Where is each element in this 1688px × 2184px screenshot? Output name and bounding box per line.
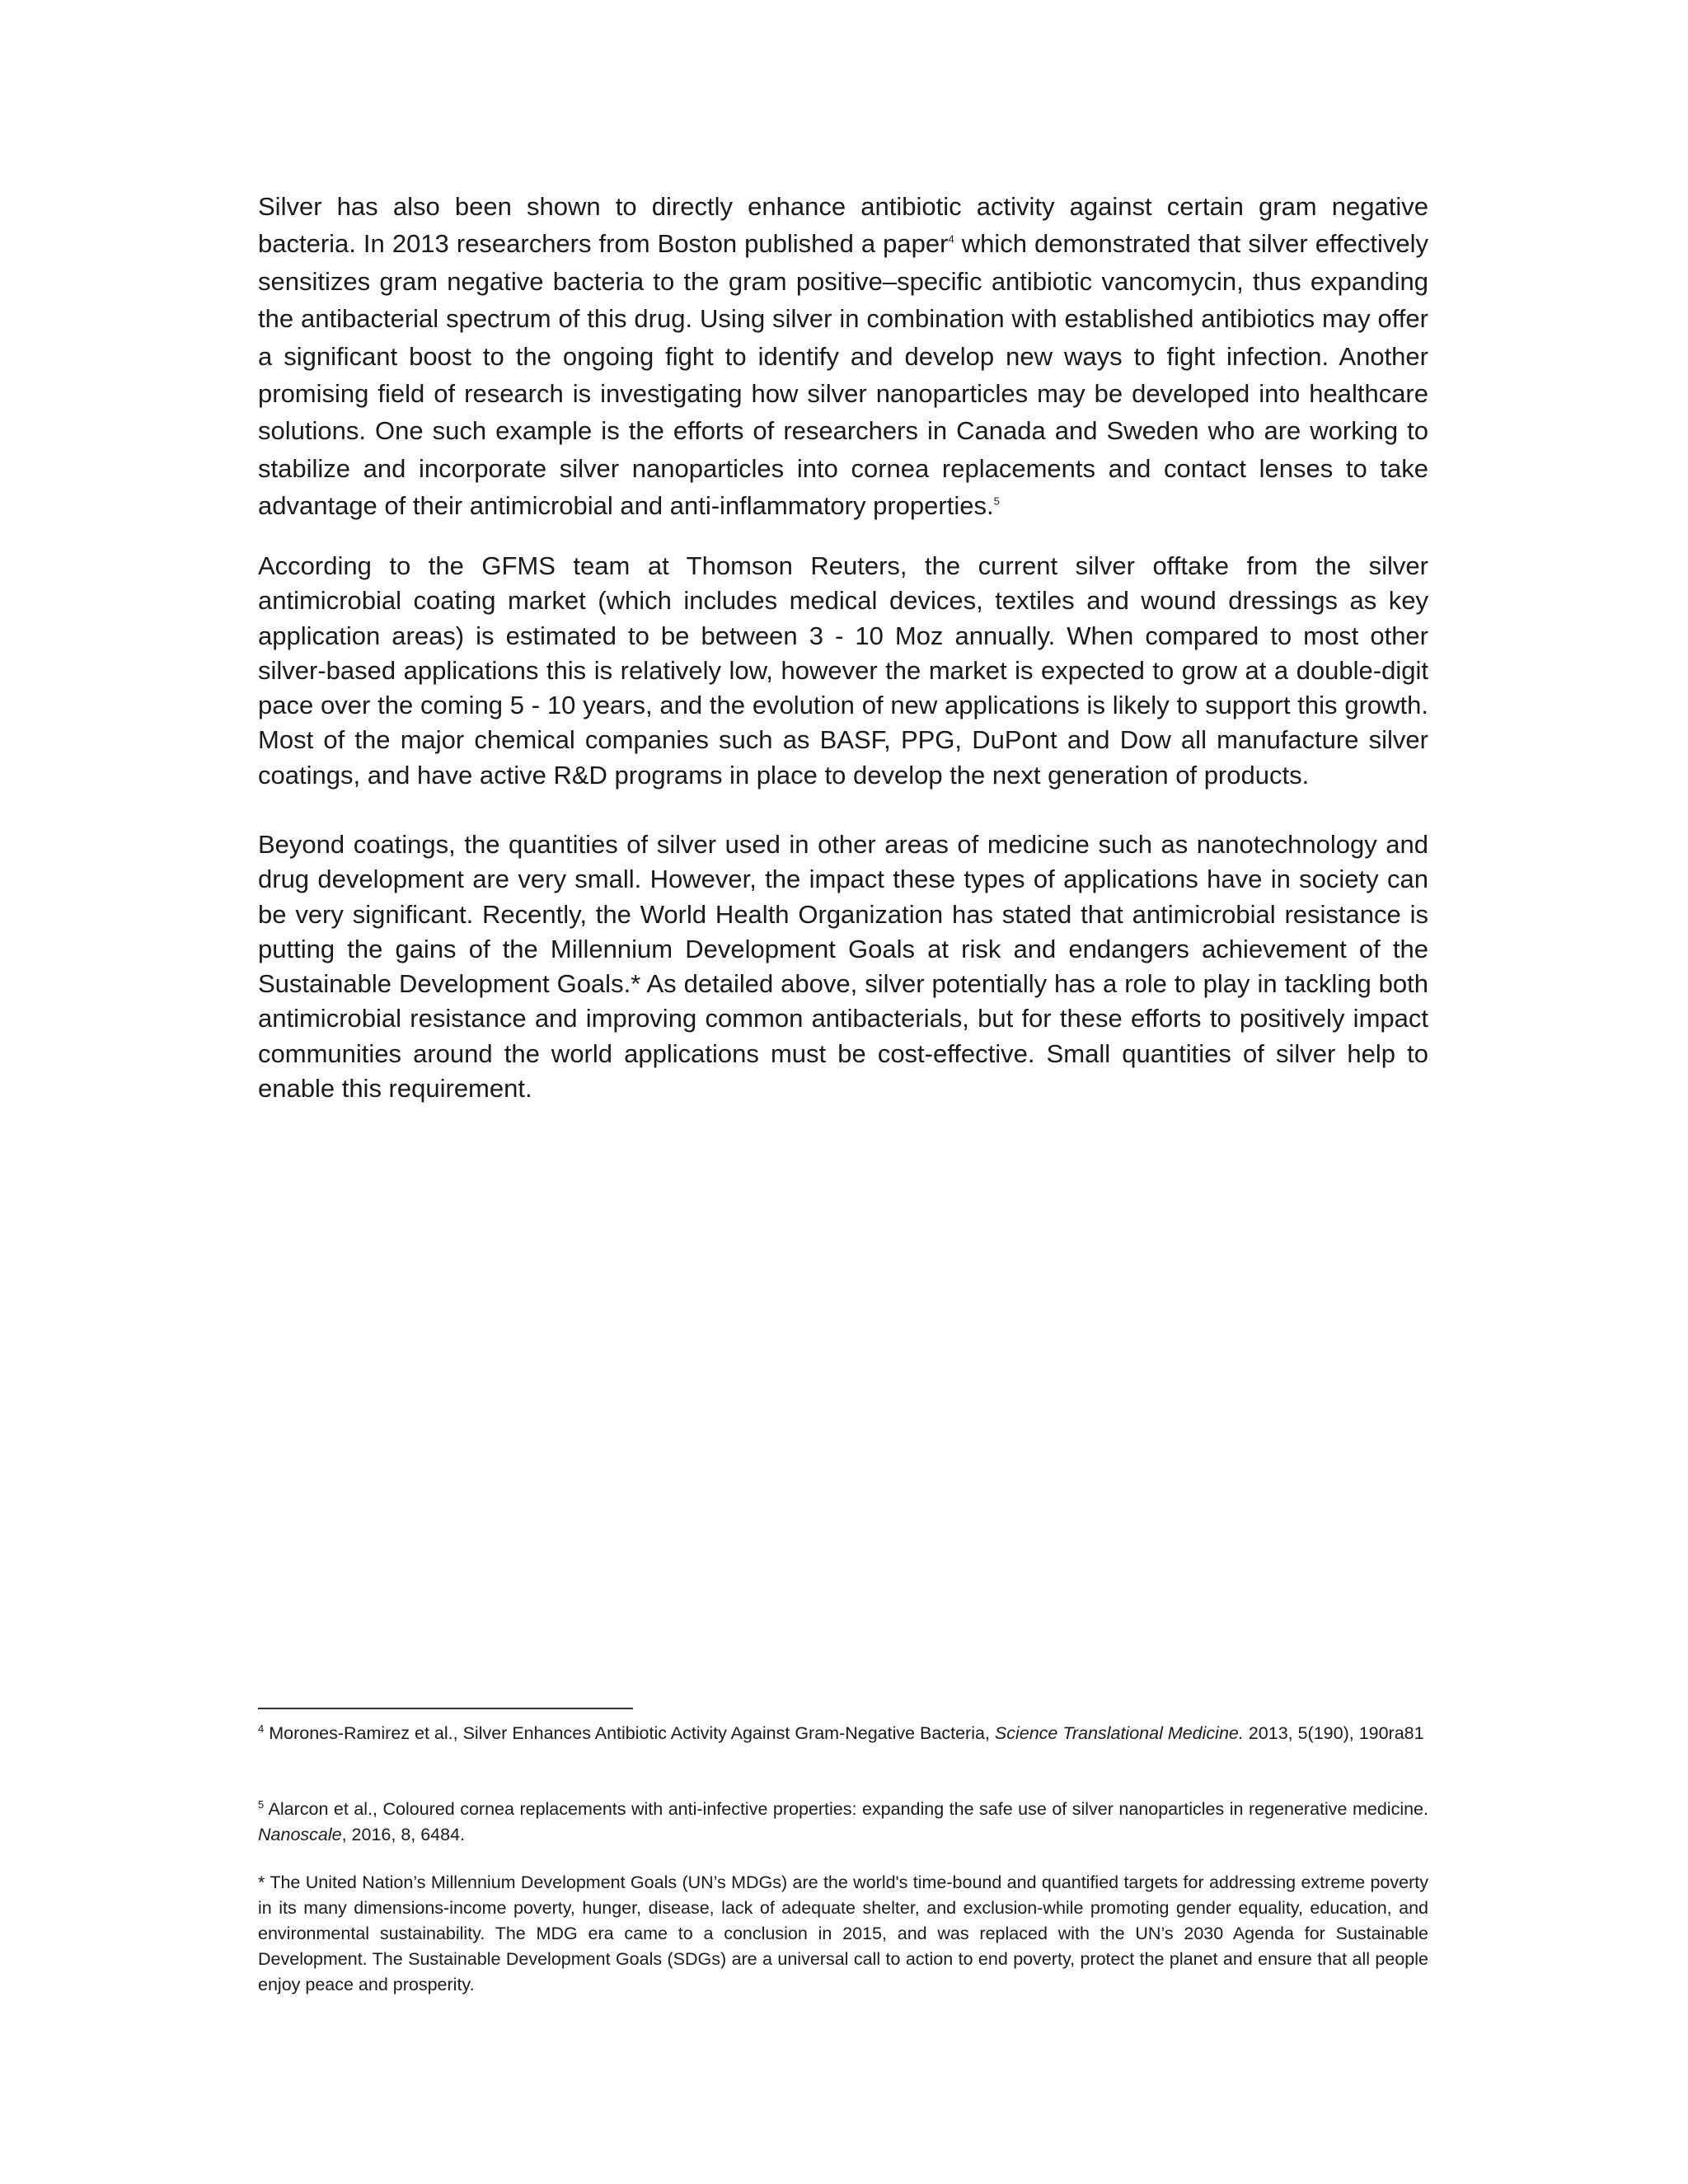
footnote-text: 2013, 5(190), 190ra81 <box>1243 1723 1424 1743</box>
footnote-4 <box>258 1721 1428 1746</box>
footnote-journal: Science Translational Medicine. <box>994 1723 1244 1743</box>
footnote-text: Alarcon et al., Coloured cornea replacements with anti-infective properties: expanding the safe use of silver nanoparticles in regenerative medicine. <box>264 1799 1428 1819</box>
paragraph-silver-antibiotic <box>258 188 1428 525</box>
footnote-divider <box>258 1708 633 1709</box>
footnote-mark: 5 <box>258 1797 265 1811</box>
paragraph-text: Silver has also been shown to directly enhance antibiotic activity against certain gram negative bacteria. In 2013 researchers from Boston published a paper <box>258 192 1428 259</box>
footnote-ref-5[interactable]: 5 <box>993 494 1000 508</box>
paragraph-gfms-market: According to the GFMS team at Thomson Reuters, the current silver offtake from the silver antimicrobial coating market (which includes medical devices, textiles and wound dressings as key application areas) is estimated to be between 3 - 10 Moz annually. When compared to most other silver-based applications this is relatively low, however the market is expected to grow at a double-digit pace over the coming 5 - 10 years, and the evolution of new applications is likely to support this growth. Most of the major chemical companies such as BASF, PPG, DuPont and Dow all manufacture silver coatings, and have active R&D programs in place to develop the next generation of products. <box>258 551 1428 790</box>
footnote-mark: 4 <box>258 1722 265 1735</box>
footnote-5 <box>258 1797 1428 1848</box>
footnote-text: , 2016, 8, 6484. <box>341 1825 466 1844</box>
footnote-ref-4[interactable]: 4 <box>948 233 954 246</box>
footnote-star: * The United Nation’s Millennium Development Goals (UN’s MDGs) are the world's time-bound and quantified targets for addressing extreme poverty in its many dimensions-income poverty, hunger, disease, lack of adequate shelter, and exclusion-while promoting gender equality, education, and environmental sustainability. The MDG era came to a conclusion in 2015, and was replaced with the UN’s 2030 Agenda for Sustainable Development. The Sustainable Development Goals (SDGs) are a universal call to action to end poverty, protect the planet and ensure that all people enjoy peace and prosperity. <box>258 1872 1428 1994</box>
footnote-journal: Nanoscale <box>258 1825 342 1844</box>
footnote-text: Morones-Ramirez et al., Silver Enhances Antibiotic Activity Against Gram-Negative Bacteria, <box>264 1723 995 1743</box>
paragraph-beyond-coatings: Beyond coatings, the quantities of silver used in other areas of medicine such as nanotechnology and drug development are very small. However, the impact these types of applications have in society can be very significant. Recently, the World Health Organization has stated that antimicrobial resistance is putting the gains of the Millennium Development Goals at risk and endangers achievement of the Sustainable Development Goals.* As detailed above, silver potentially has a role to play in tackling both antimicrobial resistance and improving common antibacterials, but for these efforts to positively impact communities around the world applications must be cost-effective. Small quantities of silver help to enable this requirement. <box>258 830 1428 1104</box>
paragraph-text: which demonstrated that silver effectively sensitizes gram negative bacteria to the gram positive–specific antibiotic vancomycin, thus expanding the antibacterial spectrum of this drug. Using silver in combination with established antibiotics may offer a significant boost to the ongoing fight to identify and develop new ways to fight infection. Another promising field of research is investigating how silver nanoparticles may be developed into healthcare solutions. One such example is the efforts of researchers in Canada and Sweden who are working to stabilize and incorporate silver nanoparticles into cornea replacements and contact lenses to take advantage of their antimicrobial and anti-inflammatory properties. <box>258 229 1428 521</box>
